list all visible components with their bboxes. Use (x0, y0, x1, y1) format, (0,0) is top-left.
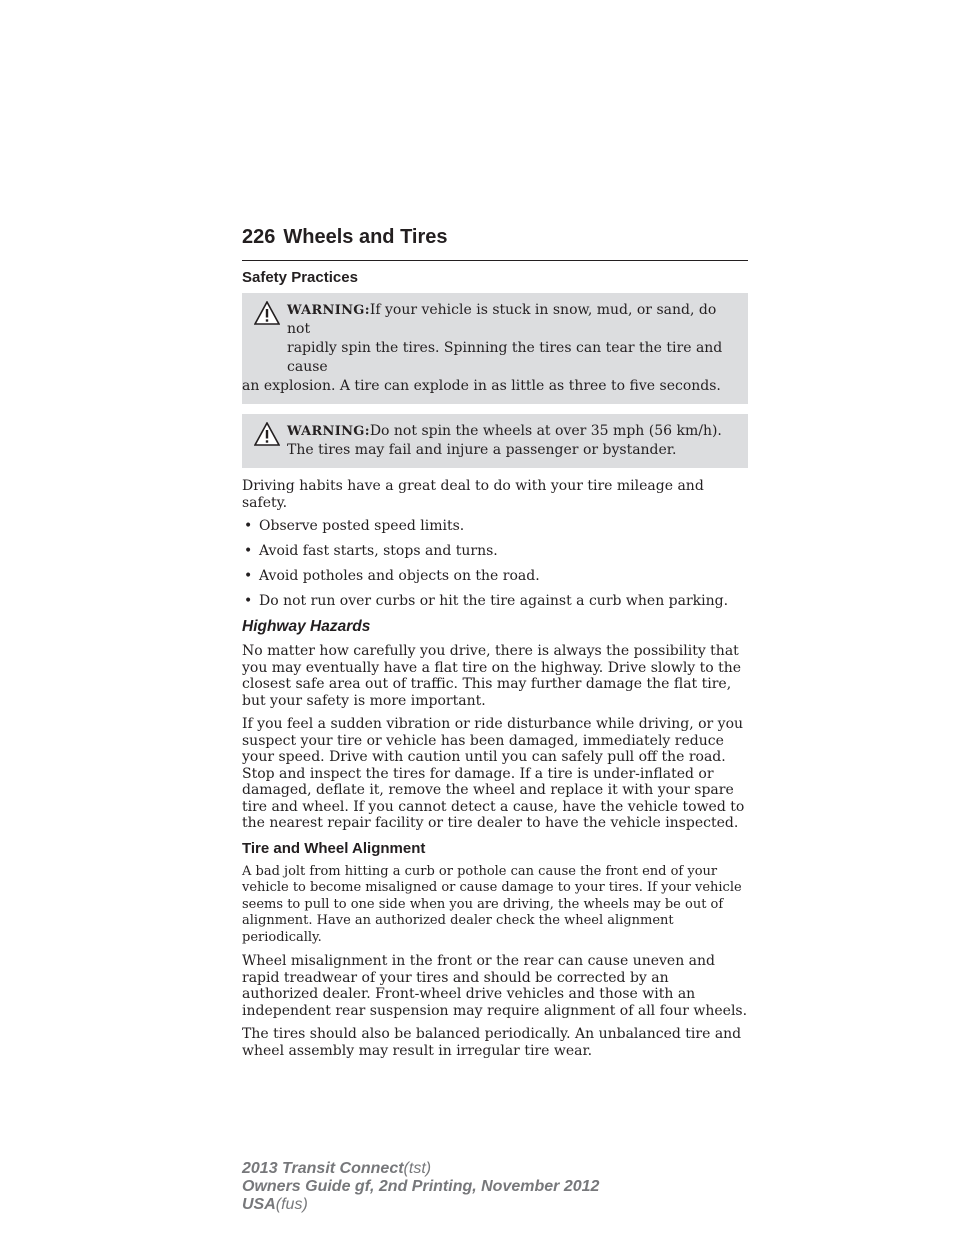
list-item: • Do not run over curbs or hit the tire against a curb when parking. (244, 593, 729, 609)
warning-label: WARNING: (287, 303, 370, 318)
list-item: • Avoid potholes and objects on the road. (244, 568, 540, 584)
footer-edition: Owners Guide gf, 2nd Printing, November 2012 (242, 1178, 600, 1195)
footer-market: USA (242, 1196, 276, 1213)
section-heading-tire-wheel-alignment: Tire and Wheel Alignment (242, 839, 426, 857)
footer-vehicle: 2013 Transit Connect (242, 1160, 404, 1177)
footer-market-code: (fus) (275, 1196, 308, 1213)
warning-text-line: an explosion. A tire can explode in as little as three to five seconds. (242, 378, 721, 394)
section-heading-highway-hazards: Highway Hazards (242, 618, 371, 635)
bullet-icon: • (244, 518, 253, 534)
warning-box-2 (242, 414, 748, 468)
warning-text-line: If your vehicle is stuck in snow, mud, or sand, do not (287, 302, 717, 337)
page-footer (242, 1160, 599, 1214)
body-paragraph: The tires should also be balanced periodically. An unbalanced tire and wheel assembly may result in irregular tire wear. (242, 1026, 742, 1059)
bullet-icon: • (244, 568, 253, 584)
list-item: • Avoid fast starts, stops and turns. (244, 543, 498, 559)
driving-habits-list (242, 518, 748, 610)
warning-box-1 (242, 293, 748, 404)
body-paragraph: No matter how carefully you drive, there is always the possibility that you may eventually have a flat tire on the highway. Drive slowly to the closest safe area out of traffic. This may further damage the flat tire, but your safety is more important. (242, 643, 742, 709)
page-number: 226 (242, 226, 276, 248)
warning-label: WARNING: (287, 424, 370, 439)
bullet-icon: • (244, 593, 253, 609)
intro-paragraph: Driving habits have a great deal to do with your tire mileage and safety. (242, 478, 704, 511)
bullet-icon: • (244, 543, 253, 559)
warning-triangle-icon (254, 301, 280, 325)
chapter-title: Wheels and Tires (283, 226, 448, 248)
footer-vehicle-code: (tst) (403, 1160, 432, 1177)
body-paragraph: Wheel misalignment in the front or the rear can cause uneven and rapid treadwear of your tires and should be corrected by an authorized dealer. Front-wheel drive vehicles and those with an independent rear suspension may require alignment of all four wheels. (242, 953, 748, 1019)
warning-text-line: The tires may fail and injure a passenger or bystander. (287, 442, 677, 458)
page-header (242, 226, 748, 261)
list-item: • Observe posted speed limits. (244, 518, 465, 534)
warning-triangle-icon (254, 422, 280, 446)
body-paragraph: A bad jolt from hitting a curb or pothole can cause the front end of your vehicle to become misaligned or cause damage to your tires. If your vehicle seems to pull to one side when you are driving, the wheels may be out of alignment. Have an authorized dealer check the wheel alignment periodically. (242, 863, 742, 945)
warning-text-line: Do not spin the wheels at over 35 mph (56 km/h). (369, 423, 722, 439)
warning-text-line: rapidly spin the tires. Spinning the tires can tear the tire and cause (287, 340, 723, 375)
body-paragraph: If you feel a sudden vibration or ride disturbance while driving, or you suspect your tire or vehicle has been damaged, immediately reduce your speed. Drive with caution until you can safely pull off the road. Stop and inspect the tires for damage. If a tire is under-inflated or damaged, deflate it, remove the wheel and replace it with your spare tire and wheel. If you cannot detect a cause, have the vehicle towed to the nearest repair facility or tire dealer to have the vehicle inspected. (242, 716, 745, 831)
section-heading-safety-practices: Safety Practices (242, 269, 358, 286)
manual-page (242, 226, 748, 1066)
